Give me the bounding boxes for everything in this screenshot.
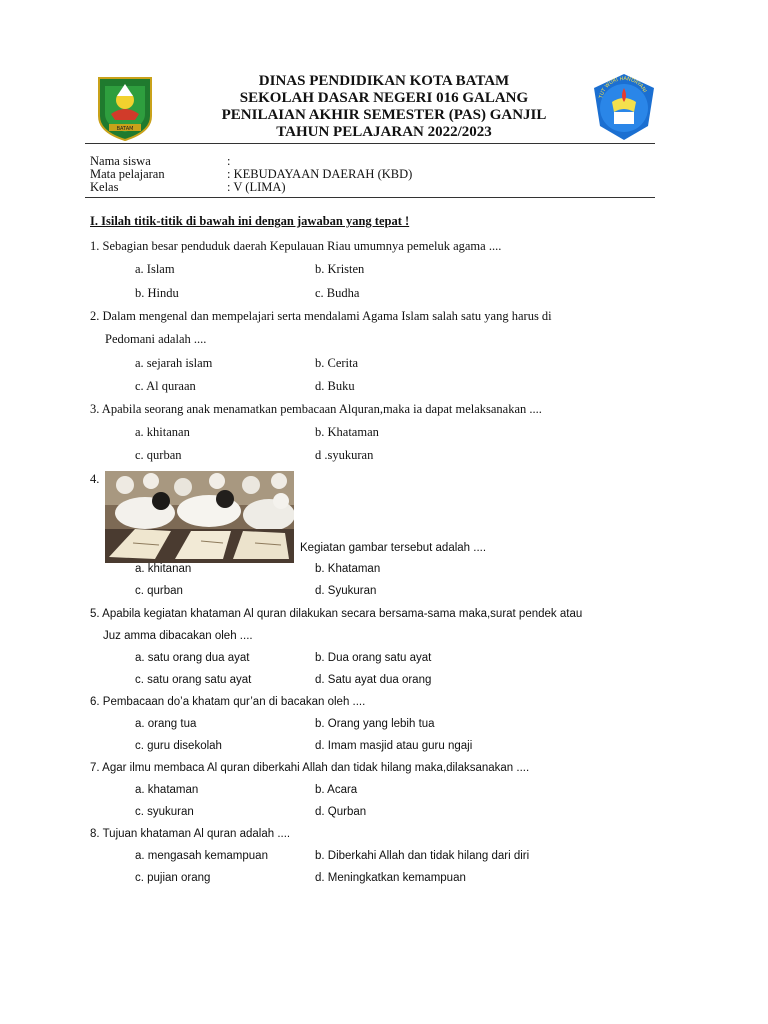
subject-value: : KEBUDAYAAN DAERAH (KBD)	[227, 167, 413, 181]
svg-text:TUT WURI HANDAYANI: TUT WURI HANDAYANI	[598, 75, 648, 100]
subject-label: Mata pelajaran	[90, 167, 165, 181]
quran-reading-photo	[105, 471, 294, 563]
question-6: 6. Pembacaan do’a khatam qur’an di bacakan oleh ....	[90, 696, 366, 708]
question-2: 2. Dalam mengenal dan mempelajari serta mendalami Agama Islam salah satu yang harus di	[90, 309, 552, 323]
class-label: Kelas	[90, 180, 119, 194]
question-7-option-a: a. khataman	[135, 784, 199, 796]
header-divider	[85, 143, 655, 144]
question-6-option-c: c. guru disekolah	[135, 740, 222, 752]
question-5-option-a: a. satu orang dua ayat	[135, 652, 250, 664]
question-8-option-d: d. Meningkatkan kemampuan	[315, 872, 466, 884]
question-4-option-b: b. Khataman	[315, 563, 381, 575]
question-6-option-d: d. Imam masjid atau guru ngaji	[315, 740, 473, 752]
question-3-option-b: b. Khataman	[315, 425, 379, 439]
info-divider	[85, 197, 655, 198]
question-1-option-b: b. Kristen	[315, 262, 365, 276]
question-4-prompt: Kegiatan gambar tersebut adalah ....	[300, 542, 487, 554]
section-instruction: I. Isilah titik-titik di bawah ini dengan jawaban yang tepat !	[90, 214, 410, 228]
question-4-option-a: a. khitanan	[135, 563, 192, 575]
question-5-option-d: d. Satu ayat dua orang	[315, 674, 432, 686]
class-value: : V (LIMA)	[227, 180, 286, 194]
question-7-option-c: c. syukuran	[135, 806, 194, 818]
question-6-option-a: a. orang tua	[135, 718, 197, 730]
question-4-option-d: d. Syukuran	[315, 585, 377, 597]
question-6-option-b: b. Orang yang lebih tua	[315, 718, 435, 730]
question-1-option-d: c. Budha	[315, 286, 360, 300]
question-7-option-b: b. Acara	[315, 784, 358, 796]
question-5-option-c: c. satu orang satu ayat	[135, 674, 252, 686]
header-title-line-1: DINAS PENDIDIKAN KOTA BATAM	[258, 73, 510, 89]
question-1-option-a: a. Islam	[135, 262, 175, 276]
question-4: 4.	[90, 472, 100, 486]
question-3-option-c: c. qurban	[135, 448, 182, 462]
header-title-line-4: TAHUN PELAJARAN 2022/2023	[276, 124, 492, 140]
header-title-line-3: PENILAIAN AKHIR SEMESTER (PAS) GANJIL	[221, 107, 547, 123]
question-8-option-a: a. mengasah kemampuan	[135, 850, 268, 862]
svg-text:BATAM: BATAM	[116, 126, 134, 132]
question-7-option-d: d. Qurban	[315, 806, 367, 818]
question-1-option-c: b. Hindu	[135, 286, 179, 300]
question-8-option-b: b. Diberkahi Allah dan tidak hilang dari diri	[315, 850, 530, 862]
question-2-option-b: b. Cerita	[315, 356, 359, 370]
question-7: 7. Agar ilmu membaca Al quran diberkahi Allah dan tidak hilang maka,dilaksanakan ....	[90, 762, 530, 774]
header-title-line-2: SEKOLAH DASAR NEGERI 016 GALANG	[239, 90, 529, 106]
question-8: 8. Tujuan khataman Al quran adalah ....	[90, 828, 291, 840]
question-2-option-c: c. Al quraan	[135, 379, 196, 393]
question-3-option-a: a. khitanan	[135, 425, 190, 439]
name-value: :	[227, 154, 231, 168]
question-3: 3. Apabila seorang anak menamatkan pembacaan Alquran,maka ia dapat melaksanakan ....	[90, 402, 542, 416]
question-5-continued: Juz amma dibacakan oleh ....	[103, 630, 253, 642]
question-1: 1. Sebagian besar penduduk daerah Kepulauan Riau umumnya pemeluk agama ....	[90, 239, 502, 253]
question-2-option-d: d. Buku	[315, 379, 355, 393]
question-3-option-d: d .syukuran	[315, 448, 374, 462]
name-label: Nama siswa	[90, 154, 151, 168]
question-5: 5. Apabila kegiatan khataman Al quran dilakukan secara bersama-sama maka,surat pendek atau	[90, 608, 583, 620]
question-4-option-c: c. qurban	[135, 585, 183, 597]
question-5-option-b: b. Dua orang satu ayat	[315, 652, 432, 664]
question-2-option-a: a. sejarah islam	[135, 356, 213, 370]
question-2-continued: Pedomani adalah ....	[105, 332, 207, 346]
question-8-option-c: c. pujian orang	[135, 872, 211, 884]
